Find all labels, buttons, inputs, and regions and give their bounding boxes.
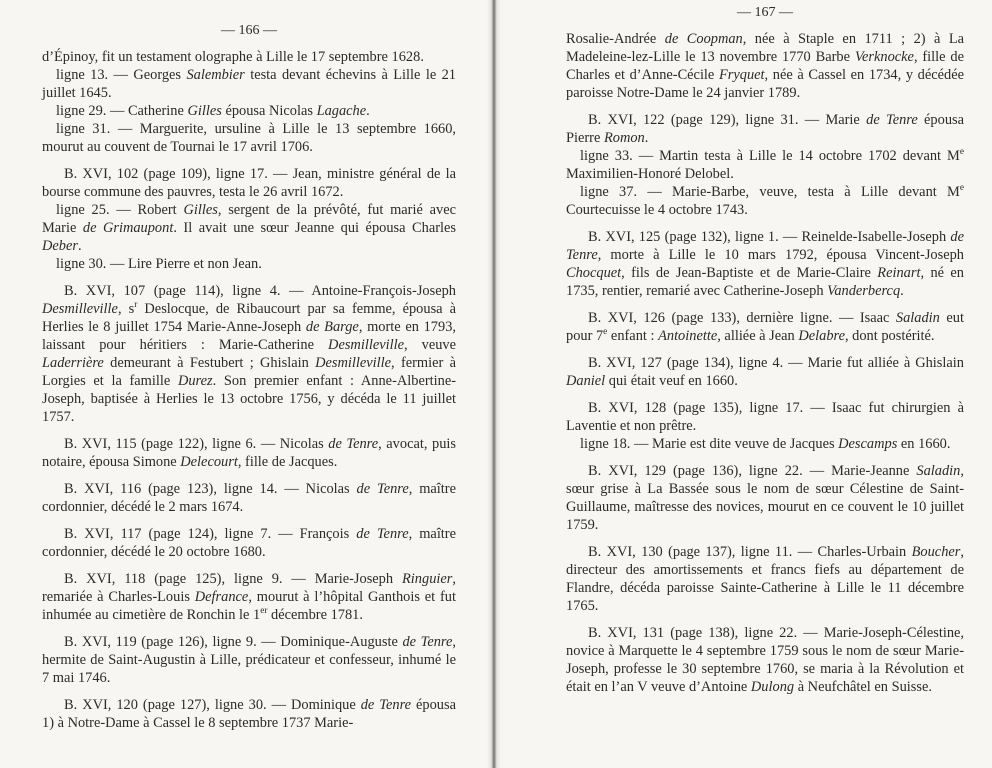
italic-name: de Tenre: [402, 634, 453, 650]
italic-name: Deber: [42, 238, 78, 254]
line-note: [566, 435, 964, 453]
text-run: enfant :: [607, 328, 659, 344]
italic-name: Laderrière: [42, 355, 104, 371]
text-run: , avocat, puis notaire, épousa Simone: [42, 436, 456, 470]
text-run: ligne 33. — Martin testa à Lille le 14 octobre 1702 devant M: [580, 148, 960, 164]
text-run: B. XVI, 117 (page 124), ligne 7. — François: [64, 526, 357, 542]
text-run: , sœur grise à La Bassée sous le nom de sœur Célestine de Saint-Guillaume, maîtresse des novices, mourut en ce couvent le 10 juillet 1759.: [566, 463, 964, 533]
entry-paragraph: [566, 462, 964, 534]
text-run: testa devant échevins à Lille le 21 juillet 1645.: [42, 67, 456, 101]
text-run: Courtecuisse le 4 octobre 1743.: [566, 202, 748, 218]
text-run: épousa Nicolas: [221, 103, 317, 119]
text-run: , fille de Charles et d’Anne-Cécile: [566, 49, 964, 83]
text-run: Rosalie-Andrée: [566, 31, 665, 47]
text-run: ligne 30. — Lire Pierre et non Jean.: [56, 256, 262, 272]
text-run: d’Épinoy, fit un testament olographe à Lille le 17 septembre 1628.: [42, 49, 424, 65]
entry-paragraph: [566, 399, 964, 435]
entry-paragraph: [566, 309, 964, 345]
text-run: B. XVI, 115 (page 122), ligne 6. — Nicolas: [64, 436, 329, 452]
text-run: , veuve: [403, 337, 456, 353]
text-run: ligne 37. — Marie-Barbe, veuve, testa à Lille devant M: [580, 184, 960, 200]
text-run: , fils de Jean-Baptiste et de Marie-Claire: [621, 265, 878, 281]
text-run: Deslocque, de Ribaucourt par sa femme, épousa à Herlies le 8 juillet 1754 Marie-Anne-Joseph: [42, 301, 457, 335]
text-run: , mourut à l’hôpital Ganthois et fut inhumée au cimetière de Ronchin le 1: [42, 589, 456, 623]
text-run: , remariée à Charles-Louis: [42, 571, 456, 605]
italic-name: de Tenre: [566, 229, 964, 263]
italic-name: Chocquet: [566, 265, 622, 281]
text-run: .: [900, 283, 904, 299]
text-run: B. XVI, 118 (page 125), ligne 9. — Marie-Joseph: [64, 571, 403, 587]
entry-paragraph: [566, 228, 964, 300]
italic-name: de Tenre: [866, 112, 918, 128]
superscript-text: e: [959, 183, 964, 194]
page-number-left: — 166 —: [221, 23, 277, 38]
entry-paragraph: [566, 354, 964, 390]
entry-paragraph: [42, 480, 456, 516]
superscript-text: e: [603, 327, 608, 338]
italic-name: Daniel: [566, 373, 606, 389]
text-run: ligne 29. — Catherine: [56, 103, 188, 119]
text-run: .: [77, 238, 82, 254]
text-run: ligne 13. — Georges: [56, 67, 187, 83]
italic-name: Gilles: [187, 103, 222, 119]
text-run: eut pour 7: [566, 310, 964, 344]
text-run: , morte à Lille le 10 mars 1792, épousa Vincent-Joseph: [597, 247, 964, 263]
text-run: , fermier à Lorgies et la famille: [42, 355, 456, 389]
text-run: , maître cordonnier, décédé le 2 mars 1674.: [42, 481, 456, 515]
entry-paragraph: [566, 111, 964, 147]
line-note: [42, 201, 456, 255]
italic-name: de Tenre: [356, 481, 409, 497]
line-note: [42, 255, 456, 273]
italic-name: Saladin: [895, 310, 940, 326]
entry-paragraph: [566, 624, 964, 696]
italic-name: Saladin: [916, 463, 961, 479]
text-run: , sergent de la prévôté, fut marié avec Marie: [42, 202, 456, 236]
text-run: épousa Pierre: [566, 112, 964, 146]
text-run: B. XVI, 127 (page 134), ligne 4. — Marie fut alliée à Ghislain: [588, 355, 964, 371]
superscript-text: er: [260, 606, 268, 617]
italic-name: Romon: [603, 130, 645, 146]
right-page-text: [566, 30, 964, 696]
italic-name: Verknocke: [854, 49, 914, 65]
text-run: B. XVI, 131 (page 138), ligne 22. — Marie-Joseph-Célestine, novice à Marquette le 4 septembre 1759 sous le nom de sœur Marie-Joseph, professe le 30 septembre 1760, se maria à la Révolution et était en l’an V veuve d’Antoine: [566, 625, 964, 695]
italic-name: Antoinette: [658, 328, 718, 344]
text-run: , fille de Jacques.: [237, 454, 338, 470]
text-run: demeurant à Festubert ; Ghislain: [103, 355, 316, 371]
text-run: ligne 18. — Marie est dite veuve de Jacques: [580, 436, 839, 452]
italic-name: Lagache: [316, 103, 367, 119]
text-run: , alliée à Jean: [717, 328, 799, 344]
continued-paragraph: [566, 30, 964, 102]
text-run: B. XVI, 125 (page 132), ligne 1. — Reinelde-Isabelle-Joseph: [588, 229, 951, 245]
text-run: B. XVI, 122 (page 129), ligne 31. — Marie: [588, 112, 867, 128]
line-note: [42, 120, 456, 156]
italic-name: Desmilleville: [315, 355, 392, 371]
entry-paragraph: [42, 696, 456, 732]
text-run: B. XVI, 119 (page 126), ligne 9. — Dominique-Auguste: [64, 634, 403, 650]
italic-name: de Grimaupont: [82, 220, 174, 236]
italic-name: Ringuier: [402, 571, 453, 587]
entry-paragraph: [42, 633, 456, 687]
italic-name: Descamps: [838, 436, 898, 452]
italic-name: de Tenre: [360, 697, 412, 713]
entry-paragraph: [42, 165, 456, 201]
page-number-right: — 167 —: [737, 5, 793, 20]
italic-name: Durez: [177, 373, 213, 389]
italic-name: Fryquet: [718, 67, 765, 83]
line-note: [42, 102, 456, 120]
italic-name: Dulong: [750, 679, 795, 695]
text-run: , s: [117, 301, 135, 317]
text-run: ligne 31. — Marguerite, ursuline à Lille le 13 septembre 1660, mourut au couvent de Tournai le 17 avril 1706.: [42, 121, 456, 155]
italic-name: Vanderbercq: [827, 283, 901, 299]
text-run: , née à Cassel en 1734, y décédée paroisse Notre-Dame le 24 janvier 1789.: [566, 67, 964, 101]
text-run: B. XVI, 128 (page 135), ligne 17. — Isaac fut chirurgien à Laventie et non prêtre.: [566, 400, 964, 434]
entry-paragraph: [42, 570, 456, 624]
entry-paragraph: [566, 543, 964, 615]
italic-name: Reinart: [877, 265, 921, 281]
text-run: , maître cordonnier, décédé le 20 octobre 1680.: [42, 526, 456, 560]
italic-name: de Tenre: [328, 436, 379, 452]
italic-name: de Barge: [305, 319, 359, 335]
italic-name: Desmilleville: [328, 337, 404, 353]
text-run: , dont postérité.: [844, 328, 935, 344]
text-run: B. XVI, 107 (page 114), ligne 4. — Antoine-François-Joseph: [64, 283, 456, 299]
entry-paragraph: [42, 525, 456, 561]
italic-name: de Coopman: [664, 31, 743, 47]
text-run: B. XVI, 130 (page 137), ligne 11. — Charles-Urbain: [588, 544, 912, 560]
italic-name: Boucher: [911, 544, 961, 560]
text-run: ligne 25. — Robert: [56, 202, 184, 218]
text-run: .: [644, 130, 649, 146]
italic-name: Delecourt: [180, 454, 238, 470]
italic-name: Delabre: [798, 328, 845, 344]
line-note: [42, 66, 456, 102]
text-run: en 1660.: [897, 436, 951, 452]
entry-paragraph: [42, 282, 456, 426]
continued-paragraph: [42, 48, 456, 66]
italic-name: de Tenre: [356, 526, 409, 542]
text-run: B. XVI, 129 (page 136), ligne 22. — Marie-Jeanne: [588, 463, 917, 479]
line-note: [566, 183, 964, 219]
text-run: B. XVI, 116 (page 123), ligne 14. — Nicolas: [64, 481, 357, 497]
superscript-text: r: [134, 300, 138, 311]
text-run: . Son premier enfant : Anne-Albertine-Joseph, baptisée à Herlies le 13 octobre 1756, y décéda le 11 juillet 1757.: [42, 373, 457, 425]
right-page: [566, 0, 964, 768]
text-run: , hermite de Saint-Augustin à Lille, prédicateur et confesseur, inhumé le 7 mai 1746.: [42, 634, 456, 686]
line-note: [566, 147, 964, 183]
left-page: [42, 0, 456, 768]
italic-name: Defrance: [194, 589, 249, 605]
italic-name: Gilles: [183, 202, 218, 218]
text-run: , morte en 1793, laissant pour héritiers : Marie-Catherine: [42, 319, 456, 353]
text-run: Maximilien-Honoré Delobel.: [566, 166, 734, 182]
text-run: . Il avait une sœur Jeanne qui épousa Charles: [173, 220, 456, 236]
text-run: .: [366, 103, 370, 119]
text-run: B. XVI, 126 (page 133), dernière ligne. — Isaac: [588, 310, 896, 326]
text-run: B. XVI, 102 (page 109), ligne 17. — Jean, ministre général de la bourse commune des pauvres, testa le 26 avril 1672.: [42, 166, 456, 200]
text-run: épousa 1) à Notre-Dame à Cassel le 8 septembre 1737 Marie-: [42, 697, 456, 731]
entry-paragraph: [42, 435, 456, 471]
book-gutter: [487, 0, 501, 768]
left-page-text: [42, 48, 456, 732]
text-run: , directeur des amortissements et francs fiefs au département de Flandre, décéda paroisse Sainte-Catherine à Lille le 11 décembre 1765.: [566, 544, 964, 614]
text-run: à Neufchâtel en Suisse.: [794, 679, 932, 695]
italic-name: Desmilleville: [42, 301, 118, 317]
text-run: , né en 1735, rentier, remarié avec Catherine-Joseph: [566, 265, 964, 299]
text-run: qui était veuf en 1660.: [605, 373, 738, 389]
superscript-text: e: [959, 147, 964, 158]
text-run: décembre 1781.: [267, 607, 363, 623]
text-run: B. XVI, 120 (page 127), ligne 30. — Dominique: [64, 697, 361, 713]
italic-name: Salembier: [186, 67, 245, 83]
text-run: , née à Staple en 1711 ; 2) à La Madeleine-lez-Lille le 13 novembre 1770 Barbe: [566, 31, 965, 65]
